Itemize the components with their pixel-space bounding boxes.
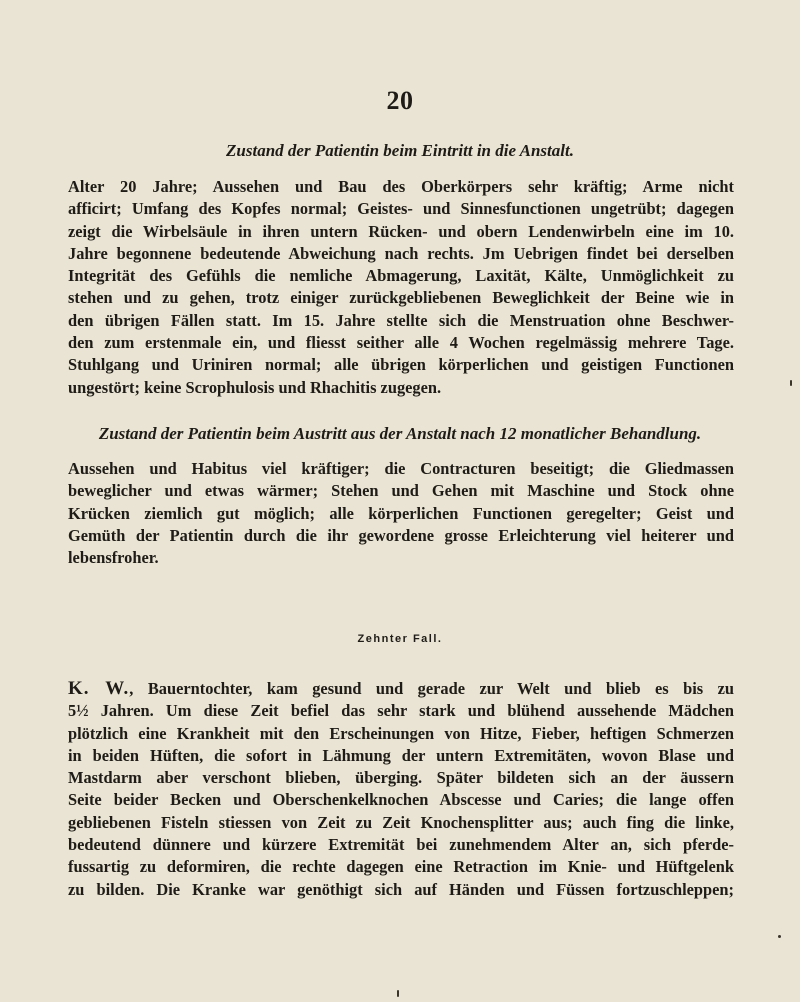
text-line: zu bilden. Die Kranke war genöthigt sich auf Händen und Füssen fortzuschleppen;	[68, 879, 734, 899]
text-line: afficirt; Umfang des Kopfes normal; Geistes- und Sinnesfunctionen ungetrübt; dagegen	[68, 199, 734, 219]
text-line: den übrigen Fällen statt. Im 15. Jahre stellte sich die Menstruation ohne Beschwer-	[68, 310, 734, 330]
paper-speck	[397, 990, 399, 997]
text-line: Gemüth der Patientin durch die ihr gewordene grosse Erleichterung viel heiterer und	[68, 525, 734, 545]
section-heading-admission: Zustand der Patientin beim Eintritt in die Anstalt.	[226, 141, 574, 160]
text-line: Aussehen und Habitus viel kräftiger; die Contracturen beseitigt; die Gliedmassen	[68, 459, 734, 478]
text-line: beweglicher und etwas wärmer; Stehen und Gehen mit Maschine und Stock ohne	[68, 481, 734, 501]
text-line: gebliebenen Fisteln stiessen von Zeit zu Zeit Knochensplitter aus; auch fing die linke,	[68, 812, 734, 832]
text-line: Stuhlgang und Uriniren normal; alle übrigen körperlichen und geistigen Functionen	[68, 355, 734, 375]
text-line-rest: , Bauerntochter, kam gesund und gerade zur Welt und blieb es bis zu	[129, 679, 734, 698]
case-heading: Zehnter Fall.	[357, 633, 443, 645]
paragraph-admission	[68, 176, 734, 399]
page-number: 20	[386, 86, 414, 115]
text-line: Integrität des Gefühls die nemliche Abmagerung, Laxität, Kälte, Unmöglichkeit zu	[68, 266, 734, 286]
section-heading-discharge: Zustand der Patientin beim Austritt aus der Anstalt nach 12 monatlicher Behandlung.	[98, 424, 702, 443]
paper-speck	[778, 935, 781, 938]
text-line	[68, 678, 734, 700]
text-line: Alter 20 Jahre; Aussehen und Bau des Oberkörpers sehr kräftig; Arme nicht	[68, 177, 734, 196]
text-line: fussartig zu deformiren, die rechte dagegen eine Retraction im Knie- und Hüftgelenk	[68, 857, 734, 877]
text-line: bedeutend dünnere und kürzere Extremität bei zunehmendem Alter an, sich pferde-	[68, 835, 734, 855]
paper-speck	[790, 380, 792, 386]
text-line: ungestört; keine Scrophulosis und Rhachitis zugegen.	[68, 377, 442, 397]
text-line: Krücken ziemlich gut möglich; alle körperlichen Functionen geregelter; Geist und	[68, 503, 734, 523]
paragraph-case	[68, 678, 734, 901]
text-line: Jahre begonnene bedeutende Abweichung nach rechts. Jm Uebrigen findet bei derselben	[68, 243, 734, 263]
paragraph-discharge	[68, 458, 734, 569]
text-line: den zum erstenmale ein, und fliesst seither alle 4 Wochen regelmässig mehrere Tage.	[68, 333, 734, 353]
text-line: lebensfroher.	[68, 548, 159, 568]
patient-initials: K. W.	[68, 678, 130, 699]
text-line: 5½ Jahren. Um diese Zeit befiel das sehr stark und blühend aussehende Mädchen	[68, 701, 734, 721]
text-line: plötzlich eine Krankheit mit den Erscheinungen von Hitze, Fieber, heftigen Schmerzen	[68, 723, 734, 743]
text-line: Mastdarm aber verschont blieben, überging. Später bildeten sich an der äussern	[68, 768, 734, 788]
text-line: Seite beider Becken und Oberschenkelknochen Abscesse und Caries; die lange offen	[68, 790, 734, 810]
text-line: in beiden Hüften, die sofort in Lähmung der untern Extremitäten, wovon Blase und	[68, 745, 734, 765]
text-line: zeigt die Wirbelsäule in ihren untern Rücken- und obern Lendenwirbeln eine im 10.	[68, 221, 734, 241]
text-line: stehen und zu gehen, trotz einiger zurückgebliebenen Beweglichkeit der Beine wie in	[68, 288, 734, 308]
